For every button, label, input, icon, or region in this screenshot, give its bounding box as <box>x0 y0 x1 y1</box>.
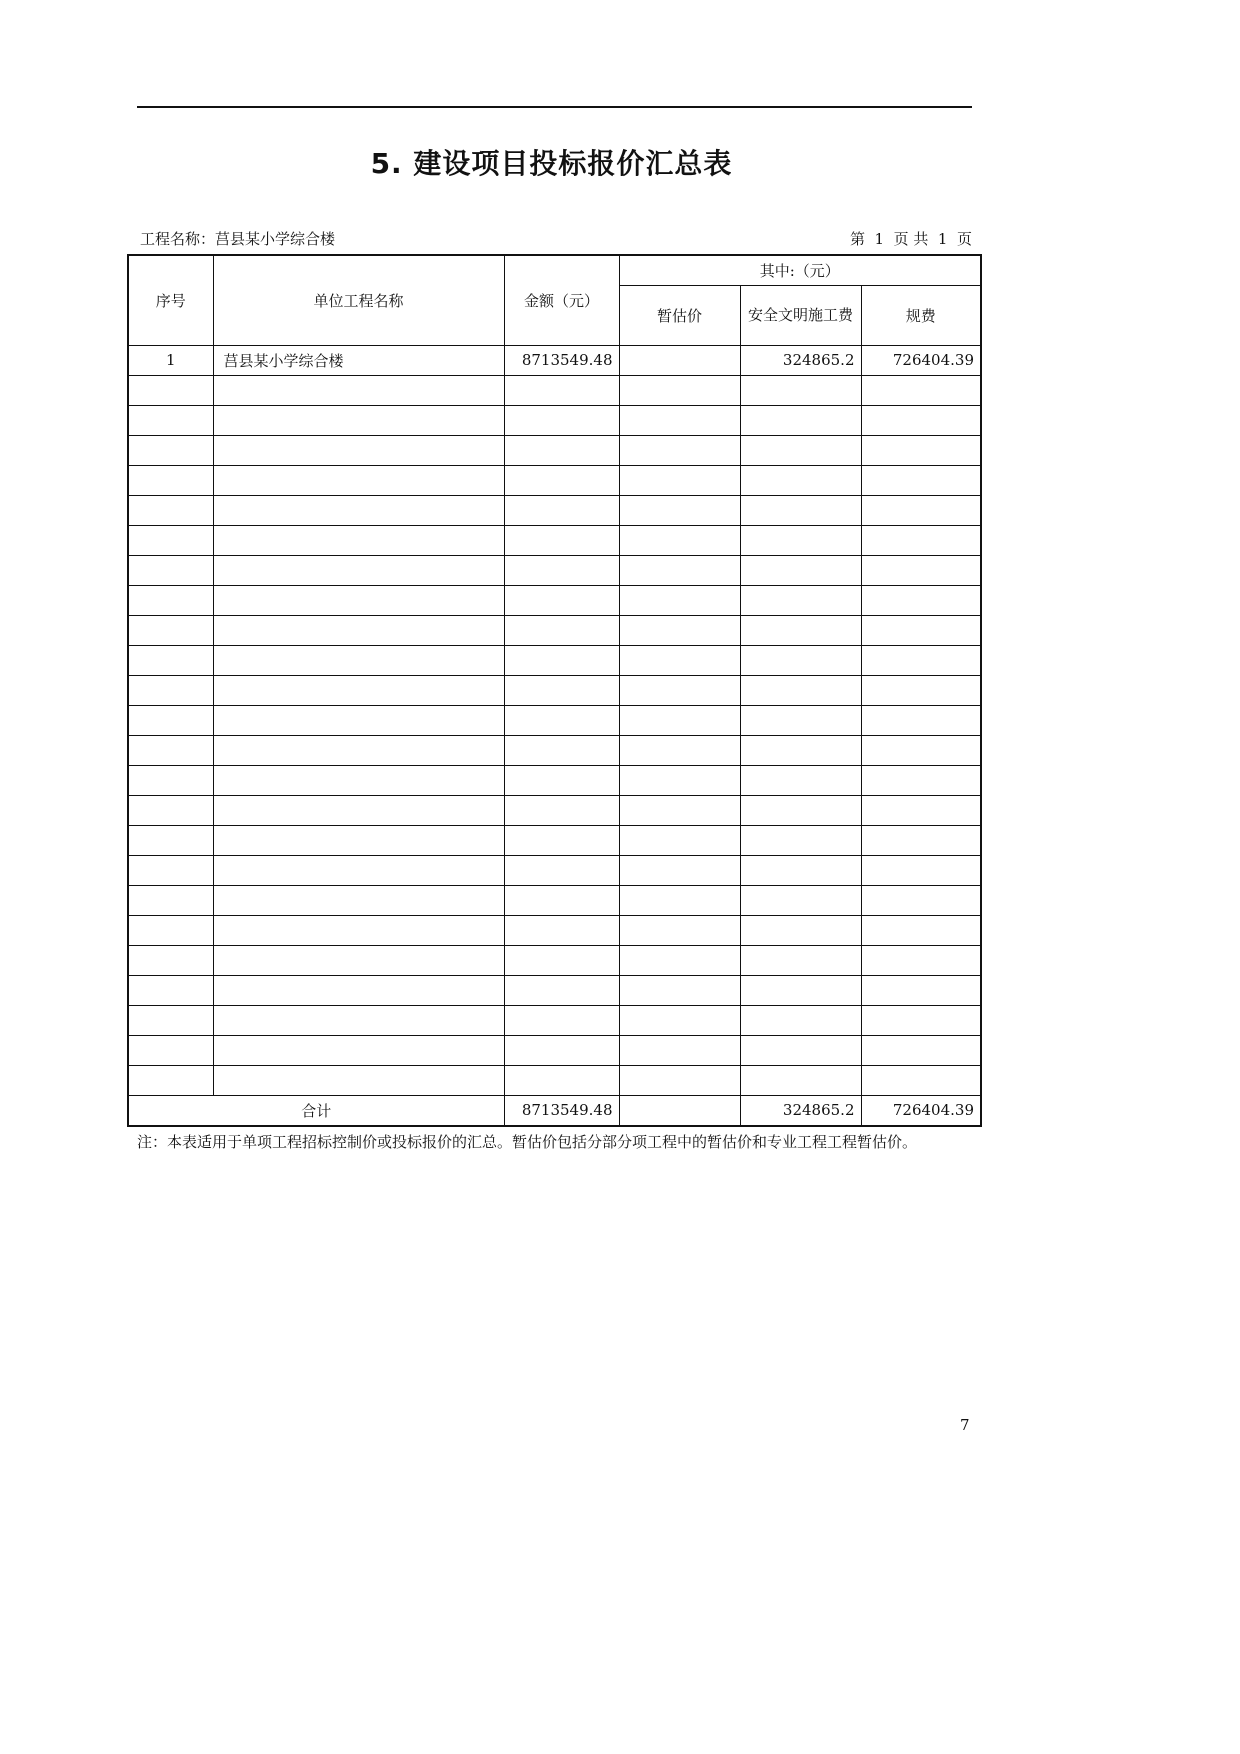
empty-cell <box>861 495 981 525</box>
empty-cell <box>128 1065 213 1095</box>
empty-cell <box>861 915 981 945</box>
empty-cell <box>128 465 213 495</box>
empty-cell <box>619 1065 740 1095</box>
header-row-1 <box>128 255 981 285</box>
empty-cell <box>619 945 740 975</box>
empty-cell <box>213 765 504 795</box>
empty-row <box>128 855 981 885</box>
empty-cell <box>619 465 740 495</box>
empty-cell <box>740 525 861 555</box>
empty-cell <box>861 585 981 615</box>
empty-cell <box>504 825 619 855</box>
empty-cell <box>128 435 213 465</box>
empty-cell <box>504 585 619 615</box>
row-fees: 726404.39 <box>861 345 981 375</box>
header-unit-name: 单位工程名称 <box>213 255 504 345</box>
empty-cell <box>861 1065 981 1095</box>
empty-cell <box>213 675 504 705</box>
empty-cell <box>740 915 861 945</box>
empty-row <box>128 1035 981 1065</box>
total-fees: 726404.39 <box>861 1095 981 1126</box>
empty-cell <box>128 1005 213 1035</box>
empty-row <box>128 915 981 945</box>
empty-cell <box>619 885 740 915</box>
empty-cell <box>740 1035 861 1065</box>
empty-cell <box>861 1005 981 1035</box>
empty-row <box>128 585 981 615</box>
empty-cell <box>861 705 981 735</box>
empty-cell <box>213 975 504 1005</box>
empty-cell <box>619 825 740 855</box>
empty-cell <box>861 615 981 645</box>
header-fees: 规费 <box>861 285 981 345</box>
table-row <box>128 345 981 375</box>
empty-cell <box>861 645 981 675</box>
empty-cell <box>619 405 740 435</box>
empty-cell <box>861 795 981 825</box>
empty-cell <box>619 375 740 405</box>
empty-cell <box>740 735 861 765</box>
header-safety: 安全文明施工费 <box>740 285 861 345</box>
empty-cell <box>861 375 981 405</box>
empty-cell <box>504 795 619 825</box>
empty-cell <box>213 1065 504 1095</box>
empty-cell <box>128 945 213 975</box>
empty-cell <box>128 495 213 525</box>
empty-cell <box>740 375 861 405</box>
empty-cell <box>740 795 861 825</box>
empty-cell <box>213 585 504 615</box>
empty-row <box>128 795 981 825</box>
empty-cell <box>213 855 504 885</box>
page-title: 5. 建设项目投标报价汇总表 <box>370 147 733 180</box>
empty-cell <box>213 1035 504 1065</box>
empty-cell <box>128 705 213 735</box>
empty-cell <box>619 705 740 735</box>
empty-cell <box>504 975 619 1005</box>
empty-cell <box>861 885 981 915</box>
empty-row <box>128 525 981 555</box>
empty-cell <box>213 615 504 645</box>
empty-cell <box>504 555 619 585</box>
empty-cell <box>128 405 213 435</box>
empty-cell <box>504 435 619 465</box>
empty-cell <box>128 765 213 795</box>
empty-cell <box>619 855 740 885</box>
empty-cell <box>504 405 619 435</box>
empty-row <box>128 645 981 675</box>
empty-cell <box>619 495 740 525</box>
empty-row <box>128 555 981 585</box>
empty-row <box>128 375 981 405</box>
empty-cell <box>213 375 504 405</box>
footnote: 注：本表适用于单项工程招标控制价或投标报价的汇总。暂估价包括分部分项工程中的暂估价和专业工程工程暂估价。 <box>137 1133 918 1151</box>
empty-cell <box>504 735 619 765</box>
empty-cell <box>740 1065 861 1095</box>
empty-cell <box>619 675 740 705</box>
empty-cell <box>619 1005 740 1035</box>
total-row <box>128 1095 981 1126</box>
empty-cell <box>740 1005 861 1035</box>
empty-cell <box>861 735 981 765</box>
empty-cell <box>504 465 619 495</box>
empty-cell <box>861 765 981 795</box>
empty-cell <box>213 495 504 525</box>
empty-cell <box>740 615 861 645</box>
empty-cell <box>740 705 861 735</box>
row-provisional <box>619 345 740 375</box>
empty-cell <box>619 585 740 615</box>
empty-cell <box>128 735 213 765</box>
empty-cell <box>213 525 504 555</box>
empty-cell <box>504 495 619 525</box>
empty-cell <box>504 945 619 975</box>
empty-row <box>128 1065 981 1095</box>
empty-cell <box>504 705 619 735</box>
empty-cell <box>504 615 619 645</box>
empty-row <box>128 1005 981 1035</box>
empty-cell <box>128 585 213 615</box>
empty-cell <box>128 885 213 915</box>
empty-cell <box>213 645 504 675</box>
row-amount: 8713549.48 <box>504 345 619 375</box>
total-provisional <box>619 1095 740 1126</box>
empty-cell <box>619 765 740 795</box>
empty-cell <box>504 375 619 405</box>
empty-cell <box>504 1035 619 1065</box>
empty-cell <box>740 885 861 915</box>
empty-row <box>128 705 981 735</box>
row-safety: 324865.2 <box>740 345 861 375</box>
header-seq: 序号 <box>128 255 213 345</box>
empty-row <box>128 825 981 855</box>
empty-cell <box>213 915 504 945</box>
empty-cell <box>504 675 619 705</box>
table-body <box>128 345 981 1095</box>
empty-cell <box>619 735 740 765</box>
empty-cell <box>504 1065 619 1095</box>
row-unit-name: 莒县某小学综合楼 <box>213 345 504 375</box>
empty-cell <box>861 855 981 885</box>
empty-row <box>128 435 981 465</box>
empty-cell <box>619 915 740 945</box>
empty-cell <box>504 1005 619 1035</box>
empty-cell <box>740 495 861 525</box>
total-safety: 324865.2 <box>740 1095 861 1126</box>
total-amount: 8713549.48 <box>504 1095 619 1126</box>
empty-cell <box>740 405 861 435</box>
empty-cell <box>740 645 861 675</box>
empty-cell <box>213 555 504 585</box>
empty-row <box>128 975 981 1005</box>
empty-cell <box>504 765 619 795</box>
empty-row <box>128 735 981 765</box>
empty-cell <box>128 555 213 585</box>
empty-cell <box>128 855 213 885</box>
empty-cell <box>128 525 213 555</box>
empty-cell <box>861 675 981 705</box>
empty-cell <box>504 645 619 675</box>
empty-cell <box>619 525 740 555</box>
empty-cell <box>861 465 981 495</box>
empty-cell <box>619 795 740 825</box>
page-number: 7 <box>960 1416 970 1434</box>
empty-cell <box>861 405 981 435</box>
row-seq: 1 <box>128 345 213 375</box>
bid-summary-table <box>127 254 982 1127</box>
empty-cell <box>740 675 861 705</box>
empty-cell <box>213 1005 504 1035</box>
empty-cell <box>861 555 981 585</box>
empty-row <box>128 675 981 705</box>
empty-row <box>128 765 981 795</box>
empty-cell <box>619 555 740 585</box>
empty-cell <box>213 435 504 465</box>
empty-row <box>128 405 981 435</box>
empty-row <box>128 465 981 495</box>
empty-cell <box>619 645 740 675</box>
empty-cell <box>619 975 740 1005</box>
empty-cell <box>740 555 861 585</box>
empty-cell <box>619 615 740 645</box>
empty-cell <box>213 465 504 495</box>
empty-cell <box>740 465 861 495</box>
empty-cell <box>213 795 504 825</box>
empty-cell <box>128 375 213 405</box>
empty-cell <box>213 405 504 435</box>
empty-cell <box>740 945 861 975</box>
header-rule <box>137 106 972 108</box>
empty-cell <box>128 675 213 705</box>
project-name: 工程名称：莒县某小学综合楼 <box>140 230 336 248</box>
empty-cell <box>504 525 619 555</box>
empty-cell <box>128 915 213 945</box>
empty-row <box>128 615 981 645</box>
empty-cell <box>213 735 504 765</box>
empty-cell <box>740 855 861 885</box>
empty-cell <box>128 975 213 1005</box>
empty-cell <box>740 585 861 615</box>
empty-cell <box>740 825 861 855</box>
empty-row <box>128 885 981 915</box>
empty-cell <box>504 915 619 945</box>
empty-cell <box>504 885 619 915</box>
page-indicator: 第 1 页 共 1 页 <box>850 230 972 248</box>
empty-cell <box>861 435 981 465</box>
empty-cell <box>128 795 213 825</box>
empty-cell <box>861 525 981 555</box>
empty-cell <box>504 855 619 885</box>
empty-cell <box>861 975 981 1005</box>
empty-cell <box>213 885 504 915</box>
empty-cell <box>213 825 504 855</box>
empty-cell <box>619 435 740 465</box>
total-label: 合计 <box>128 1095 504 1126</box>
empty-cell <box>740 435 861 465</box>
empty-cell <box>128 615 213 645</box>
empty-cell <box>213 705 504 735</box>
empty-cell <box>128 825 213 855</box>
empty-cell <box>861 825 981 855</box>
empty-row <box>128 495 981 525</box>
empty-cell <box>213 945 504 975</box>
empty-cell <box>128 1035 213 1065</box>
empty-cell <box>619 1035 740 1065</box>
empty-cell <box>128 645 213 675</box>
empty-cell <box>740 975 861 1005</box>
empty-cell <box>861 945 981 975</box>
empty-cell <box>861 1035 981 1065</box>
empty-row <box>128 945 981 975</box>
empty-cell <box>740 765 861 795</box>
header-provisional: 暂估价 <box>619 285 740 345</box>
header-of-which: 其中:（元） <box>619 255 981 285</box>
header-amount: 金额（元） <box>504 255 619 345</box>
